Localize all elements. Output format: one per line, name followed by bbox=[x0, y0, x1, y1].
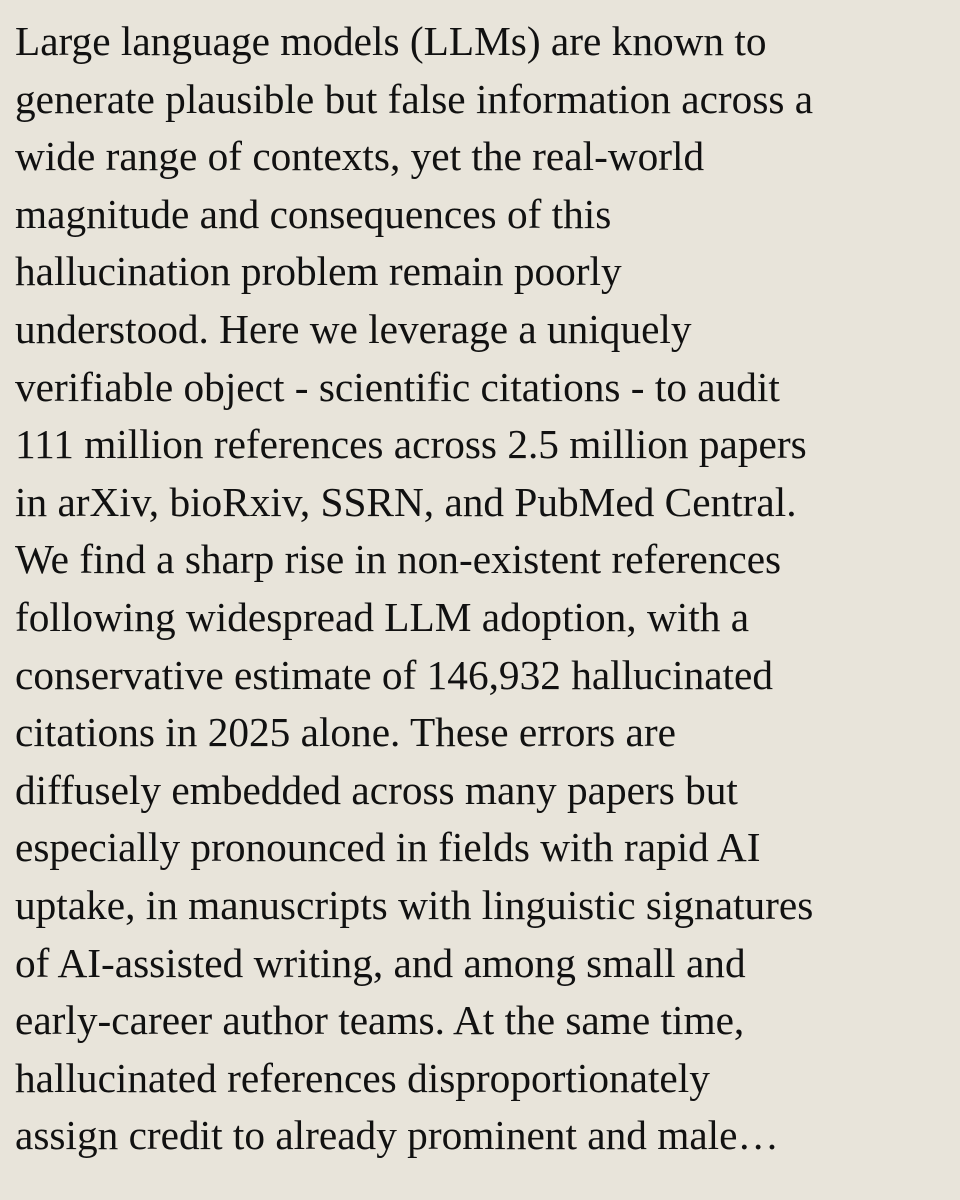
text-line: hallucination problem remain poorly bbox=[15, 248, 622, 295]
text-line: especially pronounced in fields with rapid AI bbox=[15, 824, 761, 871]
text-line: magnitude and consequences of this bbox=[15, 190, 612, 237]
text-line: 111 million references across 2.5 million papers bbox=[15, 421, 807, 468]
text-line: citations in 2025 alone. These errors are bbox=[15, 709, 676, 756]
text-line: in arXiv, bioRxiv, SSRN, and PubMed Central. bbox=[15, 478, 797, 525]
text-line: generate plausible but false information across a bbox=[15, 75, 814, 122]
text-line: hallucinated references disproportionately bbox=[15, 1054, 710, 1101]
abstract-text bbox=[15, 13, 955, 1165]
text-line: conservative estimate of 146,932 hallucinated bbox=[15, 651, 774, 698]
text-line: wide range of contexts, yet the real-world bbox=[15, 133, 705, 180]
text-line: uptake, in manuscripts with linguistic signatures bbox=[15, 881, 814, 928]
text-line: verifiable object - scientific citations - to audit bbox=[15, 363, 780, 410]
text-line: early-career author teams. At the same time, bbox=[15, 997, 745, 1044]
text-line: diffusely embedded across many papers but bbox=[15, 766, 738, 813]
text-line: assign credit to already prominent and male… bbox=[15, 1112, 779, 1159]
text-line: following widespread LLM adoption, with a bbox=[15, 593, 750, 640]
text-line: Large language models (LLMs) are known to bbox=[15, 18, 767, 64]
text-line: understood. Here we leverage a uniquely bbox=[15, 305, 692, 352]
text-line: of AI-assisted writing, and among small and bbox=[15, 939, 746, 986]
text-line: We find a sharp rise in non-existent references bbox=[15, 536, 782, 583]
